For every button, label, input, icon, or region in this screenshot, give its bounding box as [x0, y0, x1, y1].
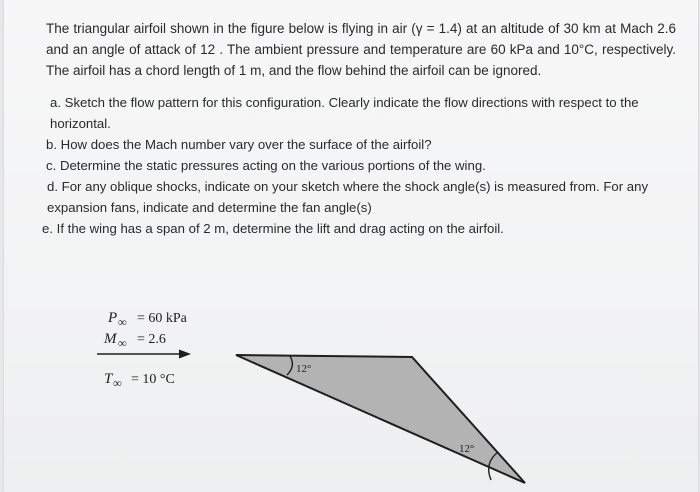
freestream-pressure-label [107, 310, 188, 329]
mach-symbol: M [104, 331, 117, 347]
freestream-mach-label [103, 331, 166, 350]
task-text-b: How does the Mach number vary over the surface of the airfoil? [60, 137, 432, 152]
task-text-e: If the wing has a span of 2 m, determine the lift and drag acting on the airfoil. [56, 221, 504, 236]
task-label-e: e. [42, 221, 53, 236]
task-label-c: c. [46, 158, 57, 173]
freestream-temperature-label [104, 371, 175, 390]
mach-subscript: ∞ [118, 336, 127, 350]
freestream-arrow [97, 350, 191, 359]
temperature-symbol: T [104, 371, 113, 387]
task-label-b: b. [46, 137, 57, 152]
temperature-value: = 10 °C [131, 372, 175, 387]
task-label-a: a. [50, 95, 61, 110]
task-text-c: Determine the static pressures acting on the various portions of the wing. [59, 158, 486, 173]
pressure-subscript: ∞ [118, 315, 127, 329]
task-label-d: d. [47, 179, 58, 194]
triangular-airfoil [236, 355, 525, 483]
leading-angle-label: 12° [296, 363, 312, 375]
pressure-symbol: P [108, 310, 118, 326]
trailing-angle-label: 12° [459, 443, 475, 455]
problem-statement: The triangular airfoil shown in the figure below is flying in air (γ = 1.4) at an altitude of 30 km at Mach 2.6 and an angle of attack of 12 . The ambient pressure and temperature are 60 kPa and 10°C, respectively. The airfoil has a chord length of 1 m, and the flow behind the airfoil can be ignored. [46, 21, 676, 78]
mach-value: = 2.6 [137, 332, 166, 347]
pressure-value: = 60 kPa [137, 311, 187, 326]
task-text-d: For any oblique shocks, indicate on your sketch where the shock angle(s) is measured from. For any expansion fans, indicate and determine the fan angle(s) [47, 179, 649, 215]
temperature-subscript: ∞ [113, 376, 122, 390]
task-text-a: Sketch the flow pattern for this configuration. Clearly indicate the flow directions with respect to the horizontal. [50, 95, 639, 131]
